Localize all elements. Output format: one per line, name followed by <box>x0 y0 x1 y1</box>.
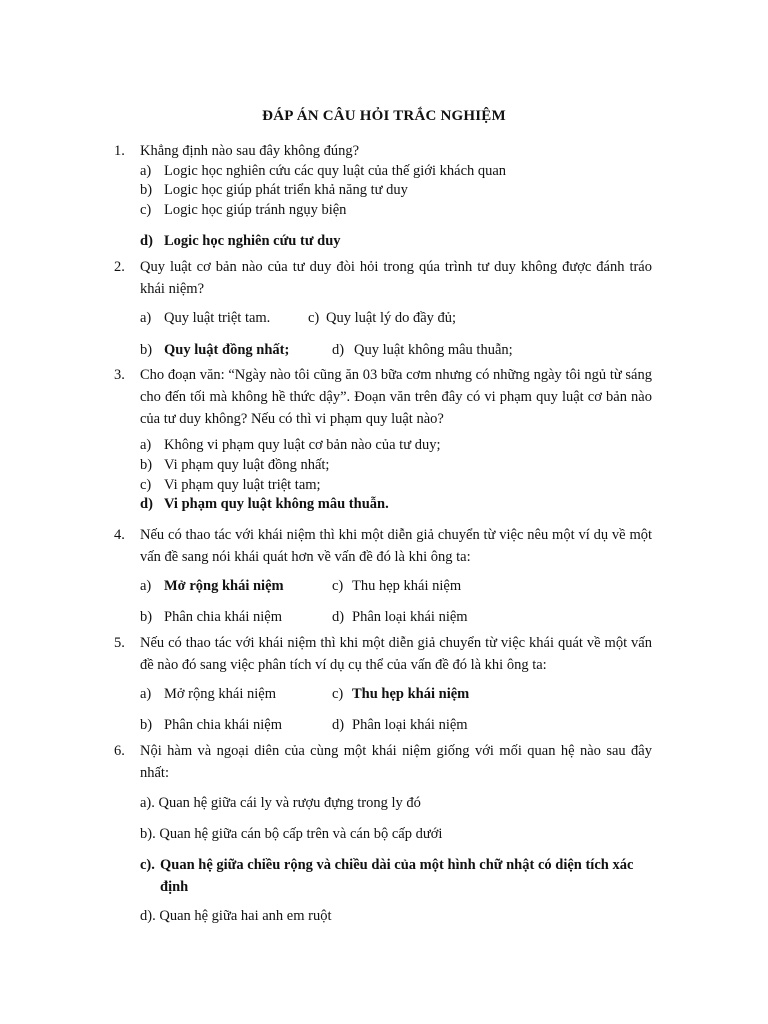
question-4-number: 4. <box>114 527 125 543</box>
q1-option-d-letter: d) <box>140 233 153 249</box>
q3-option-d-text: Vi phạm quy luật không mâu thuẫn. <box>164 496 389 512</box>
q1-option-c-text: Logic học giúp tránh ngụy biện <box>164 202 347 218</box>
q3-option-a-letter: a) <box>140 437 152 453</box>
q5-option-b-letter: b) <box>140 717 153 733</box>
q4-option-c-letter: c) <box>332 578 344 594</box>
q3-option-b-text: Vi phạm quy luật đồng nhất; <box>164 457 330 473</box>
q6-option-b-text: Quan hệ giữa cán bộ cấp trên và cán bộ cấp dưới <box>159 826 443 842</box>
q5-option-b-text: Phân chia khái niệm <box>164 717 282 733</box>
q4-option-a-text: Mở rộng khái niệm <box>164 578 284 594</box>
q6-option-d-text: Quan hệ giữa hai anh em ruột <box>159 908 332 924</box>
q5-option-a-letter: a) <box>140 686 152 702</box>
q4-option-b-text: Phân chia khái niệm <box>164 609 282 625</box>
question-6-number: 6. <box>114 743 125 759</box>
question-1-text: Khẳng định nào sau đây không đúng? <box>140 143 360 159</box>
question-6-text: Nội hàm và ngoại diên của cùng một khái niệm giống với mối quan hệ nào sau đây nhất: <box>140 743 652 781</box>
q5-option-d-letter: d) <box>332 717 345 733</box>
q2-option-c-text: Quy luật lý do đầy đủ; <box>326 310 457 326</box>
q4-option-c-text: Thu hẹp khái niệm <box>352 578 462 594</box>
q6-option-a <box>140 793 421 813</box>
q6-option-a-text: Quan hệ giữa cái ly và rượu đựng trong ly đó <box>158 795 421 811</box>
q6-option-d <box>140 906 331 926</box>
question-2-number: 2. <box>114 259 125 275</box>
q5-option-a-text: Mở rộng khái niệm <box>164 686 276 702</box>
q4-option-d-text: Phân loại khái niệm <box>352 609 468 625</box>
question-5-number: 5. <box>114 635 125 651</box>
question-2-text: Quy luật cơ bản nào của tư duy đòi hỏi trong qúa trình tư duy không được đánh tráo khái niệm? <box>140 259 652 297</box>
q1-option-b-letter: b) <box>140 182 153 198</box>
q3-option-b-letter: b) <box>140 457 153 473</box>
q2-option-d-letter: d) <box>332 342 345 358</box>
q2-option-a-text: Quy luật triệt tam. <box>164 310 271 326</box>
question-3-number: 3. <box>114 367 125 383</box>
q2-option-b-text: Quy luật đồng nhất; <box>164 342 290 358</box>
q1-option-a-text: Logic học nghiên cứu các quy luật của thế giới khách quan <box>164 163 507 179</box>
q3-option-d-letter: d) <box>140 496 153 512</box>
question-5-text: Nếu có thao tác với khái niệm thì khi một diễn giả chuyển từ việc khái quát về một vấn đề nào đó sang việc phân tích ví dụ cụ thể của vấn đề đó là khi ông ta: <box>140 635 652 673</box>
q3-option-c-letter: c) <box>140 477 152 493</box>
q5-option-c-letter: c) <box>332 686 344 702</box>
question-3-text: Cho đoạn văn: “Ngày nào tôi cũng ăn 03 bữa cơm nhưng có những ngày tôi ngủ từ sáng cho đến tối mà không hề thức dậy”. Đoạn văn trên đây có vi phạm quy luật cơ bản nào của tư duy không? Nếu có thì vi phạm quy luật nào? <box>140 367 652 427</box>
q3-option-c-text: Vi phạm quy luật triệt tam; <box>164 477 321 493</box>
q4-option-b-letter: b) <box>140 609 153 625</box>
q4-option-d-letter: d) <box>332 609 345 625</box>
q1-option-d-text: Logic học nghiên cứu tư duy <box>164 233 341 249</box>
q2-option-c-letter: c) <box>308 310 320 326</box>
q1-option-b-text: Logic học giúp phát triển khả năng tư duy <box>164 182 408 198</box>
question-4-text: Nếu có thao tác với khái niệm thì khi một diễn giả chuyển từ việc nêu một ví dụ về một vấn đề sang nói khái quát hơn về vấn đề đó là khi ông ta: <box>140 527 652 565</box>
q6-option-d-letter: d). <box>140 908 156 924</box>
document-title: ĐÁP ÁN CÂU HỎI TRẮC NGHIỆM <box>262 108 506 124</box>
q5-option-c-text: Thu hẹp khái niệm <box>352 686 470 702</box>
q5-option-d-text: Phân loại khái niệm <box>352 717 468 733</box>
q1-option-c-letter: c) <box>140 202 152 218</box>
q4-option-a-letter: a) <box>140 578 152 594</box>
q2-option-b-letter: b) <box>140 342 153 358</box>
q2-option-d-text: Quy luật không mâu thuẫn; <box>354 342 513 358</box>
question-1-number: 1. <box>114 143 125 159</box>
q2-option-a-letter: a) <box>140 310 152 326</box>
q6-option-c-letter: c). <box>140 857 155 873</box>
q6-option-c-text: Quan hệ giữa chiều rộng và chiều dài của một hình chữ nhật có diện tích xác định <box>160 857 634 895</box>
q3-option-a-text: Không vi phạm quy luật cơ bản nào của tư duy; <box>164 437 441 453</box>
q6-option-b <box>140 824 442 844</box>
q6-option-a-letter: a). <box>140 795 155 811</box>
q1-option-a-letter: a) <box>140 163 152 179</box>
q6-option-b-letter: b). <box>140 826 156 842</box>
